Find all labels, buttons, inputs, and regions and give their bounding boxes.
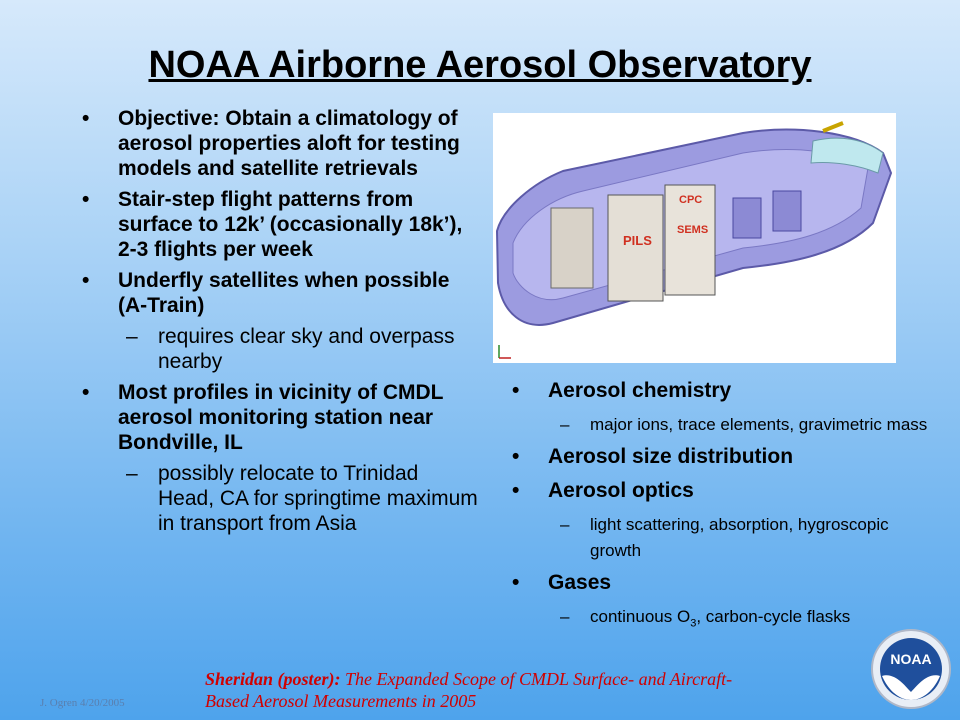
- label-sems: SEMS: [677, 224, 709, 236]
- subbullet-ions: – major ions, trace elements, gravimetric mass: [510, 412, 930, 438]
- right-bullet-list: [510, 378, 930, 642]
- logo-disc: [880, 638, 942, 700]
- bullet-aerosol-optics: • Aerosol optics: [510, 478, 930, 504]
- seat-2: [773, 191, 801, 231]
- subbullet-trinidad-head: – possibly relocate to Trinidad Head, CA for springtime maximum in transport from Asia: [80, 461, 480, 536]
- gases-text-a: continuous O: [590, 607, 691, 626]
- bullet-flight-patterns: • Stair-step flight patterns from surface to 12k’ (occasionally 18k’), 2-3 flights per week: [80, 187, 480, 262]
- ozone-subscript: 3: [690, 617, 697, 630]
- seat-1: [733, 198, 761, 238]
- inlet-probe: [823, 123, 843, 131]
- poster-reference: [205, 668, 765, 712]
- label-cpc: CPC: [679, 194, 703, 206]
- bullet-underfly-satellites: • Underfly satellites when possible (A-Train): [80, 268, 480, 318]
- rack-pils: [608, 195, 663, 301]
- rack-left: [551, 208, 593, 288]
- author-date-credit: J. Ogren 4/20/2005: [40, 697, 125, 709]
- label-pils: PILS: [623, 233, 652, 248]
- bullet-size-distribution: • Aerosol size distribution: [510, 444, 930, 470]
- poster-title: The Expanded Scope of CMDL Surface- and Aircraft-Based Aerosol Measurements in 2005: [205, 669, 733, 711]
- logo-text: NOAA: [890, 651, 932, 667]
- bullet-objective: • Objective: Obtain a climatology of aerosol properties aloft for testing models and satellite retrievals: [80, 106, 480, 181]
- gases-text-b: , carbon-cycle flasks: [696, 607, 851, 626]
- bullet-gases: • Gases: [510, 570, 930, 596]
- slide-title: NOAA Airborne Aerosol Observatory: [148, 44, 812, 86]
- subbullet-clear-sky: – requires clear sky and overpass nearby: [80, 324, 480, 374]
- noaa-logo: [870, 628, 952, 710]
- subbullet-scattering: – light scattering, absorption, hygroscopic growth: [510, 512, 930, 564]
- poster-prefix: Sheridan (poster):: [205, 669, 341, 689]
- bullet-bondville: • Most profiles in vicinity of CMDL aerosol monitoring station near Bondville, IL: [80, 380, 480, 455]
- bullet-aerosol-chemistry: • Aerosol chemistry: [510, 378, 930, 404]
- subbullet-ozone: [510, 604, 930, 636]
- left-bullet-list: [80, 106, 480, 542]
- aircraft-cutaway-diagram: [493, 113, 896, 363]
